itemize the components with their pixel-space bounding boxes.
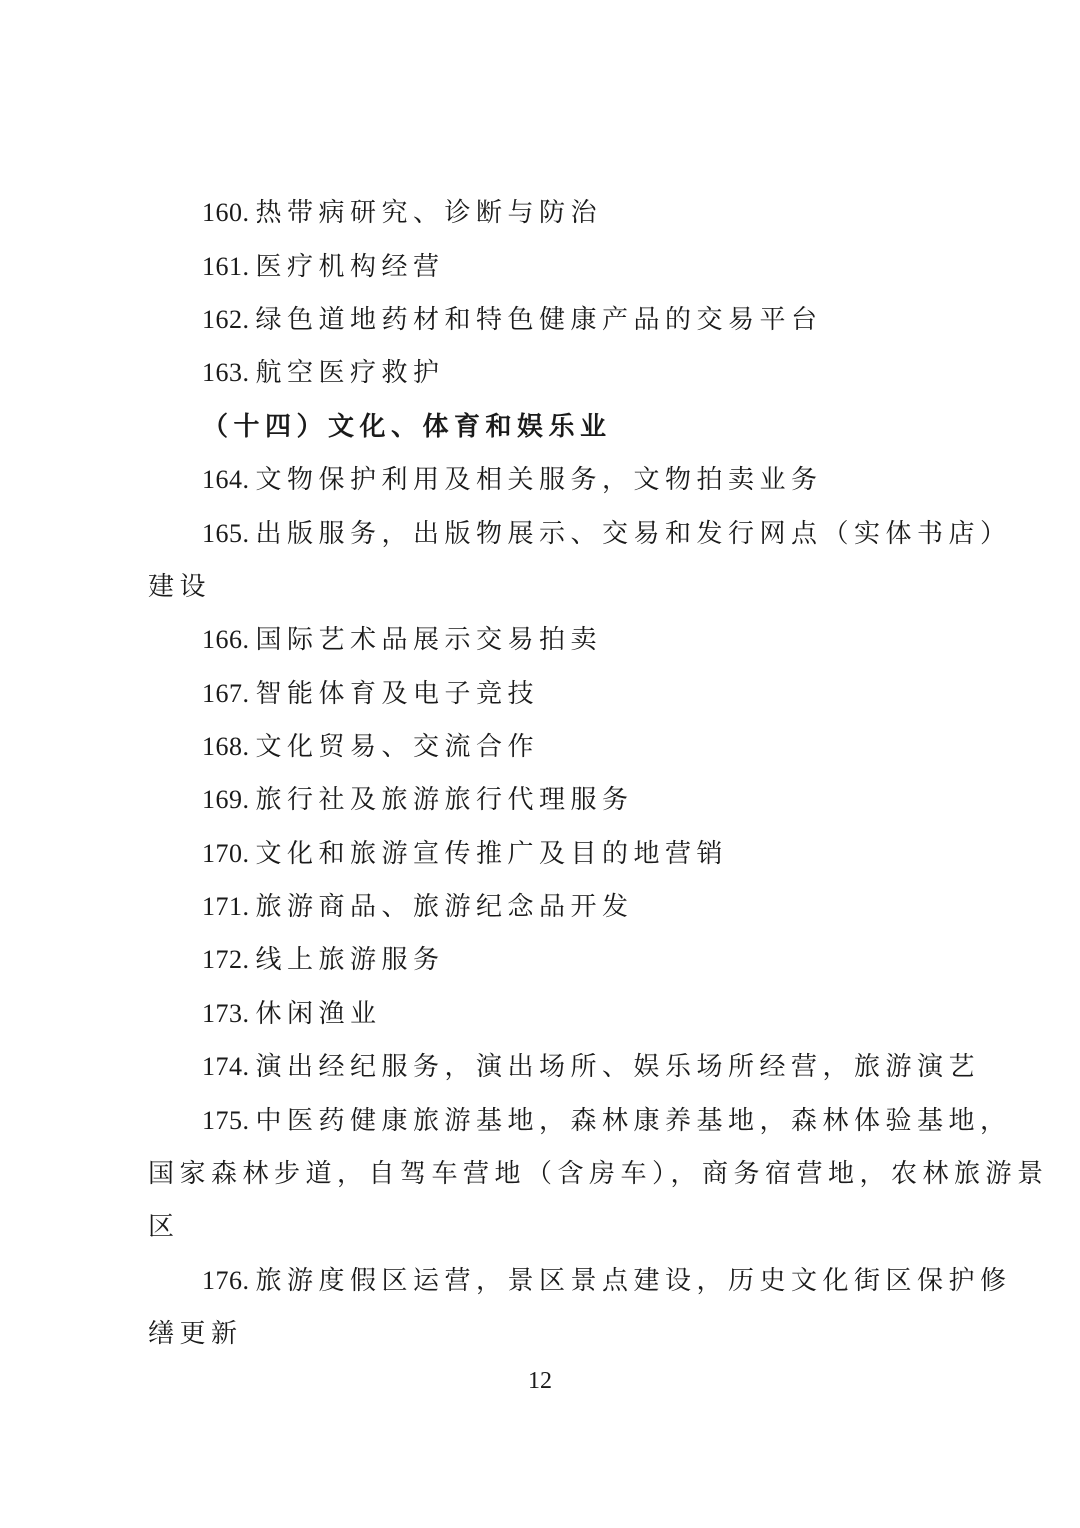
item-number: 168. (202, 732, 250, 761)
item-text: 中医药健康旅游基地，森林康养基地，森林体验基地， (255, 1106, 1012, 1136)
item-number: 175. (202, 1106, 250, 1135)
item-number: 166. (202, 625, 250, 654)
item-text: 绿色道地药材和特色健康产品的交易平台 (255, 305, 823, 335)
list-item-continuation: 国家森林步道，自驾车营地（含房车），商务宿营地，农林旅游景 (148, 1159, 1049, 1189)
item-number: 167. (202, 679, 250, 708)
item-text: 旅游度假区运营，景区景点建设，历史文化街区保护修 (255, 1266, 1012, 1296)
item-number: 161. (202, 252, 250, 281)
item-text: 演出经纪服务，演出场所、娱乐场所经营，旅游演艺 (255, 1052, 981, 1082)
list-item-continuation: 区 (148, 1212, 180, 1242)
item-text: 智能体育及电子竞技 (255, 679, 540, 709)
list-item (202, 518, 1012, 550)
list-item (202, 251, 992, 283)
list-item (202, 357, 992, 389)
list-item (202, 838, 992, 870)
list-item (202, 678, 992, 710)
item-text: 旅行社及旅游旅行代理服务 (255, 785, 634, 815)
item-number: 171. (202, 892, 250, 921)
list-item (202, 197, 992, 229)
item-number: 162. (202, 305, 250, 334)
list-item-continuation: 建设 (148, 572, 212, 602)
item-text: 文化和旅游宣传推广及目的地营销 (255, 839, 729, 869)
section-heading: （十四）文化、体育和娱乐业 (202, 412, 612, 442)
item-number: 176. (202, 1266, 250, 1295)
page-number: 12 (528, 1368, 552, 1394)
item-text: 旅游商品、旅游纪念品开发 (255, 892, 634, 922)
list-item (202, 998, 992, 1030)
list-item (202, 1105, 1012, 1137)
list-item (202, 891, 992, 923)
item-number: 172. (202, 945, 250, 974)
item-text: 线上旅游服务 (255, 945, 445, 975)
list-item (202, 624, 992, 656)
item-number: 170. (202, 839, 250, 868)
item-number: 163. (202, 358, 250, 387)
list-item-continuation: 缮更新 (148, 1319, 243, 1349)
item-text: 文化贸易、交流合作 (255, 732, 540, 762)
item-text: 航空医疗救护 (255, 358, 445, 388)
list-item (202, 1051, 992, 1083)
list-item (202, 304, 992, 336)
item-number: 160. (202, 198, 250, 227)
list-item (202, 784, 992, 816)
list-item (202, 1265, 1012, 1297)
item-number: 169. (202, 785, 250, 814)
list-item (202, 464, 992, 496)
item-text: 医疗机构经营 (255, 252, 445, 282)
item-number: 165. (202, 519, 250, 548)
item-text: 文物保护利用及相关服务，文物拍卖业务 (255, 465, 823, 495)
list-item (202, 731, 992, 763)
item-text: 热带病研究、诊断与防治 (255, 198, 603, 228)
list-item (202, 944, 992, 976)
item-number: 164. (202, 465, 250, 494)
item-text: 休闲渔业 (255, 999, 382, 1029)
item-text: 出版服务，出版物展示、交易和发行网点（实体书店） (255, 519, 1012, 549)
item-text: 国际艺术品展示交易拍卖 (255, 625, 603, 655)
item-number: 173. (202, 999, 250, 1028)
item-number: 174. (202, 1052, 250, 1081)
